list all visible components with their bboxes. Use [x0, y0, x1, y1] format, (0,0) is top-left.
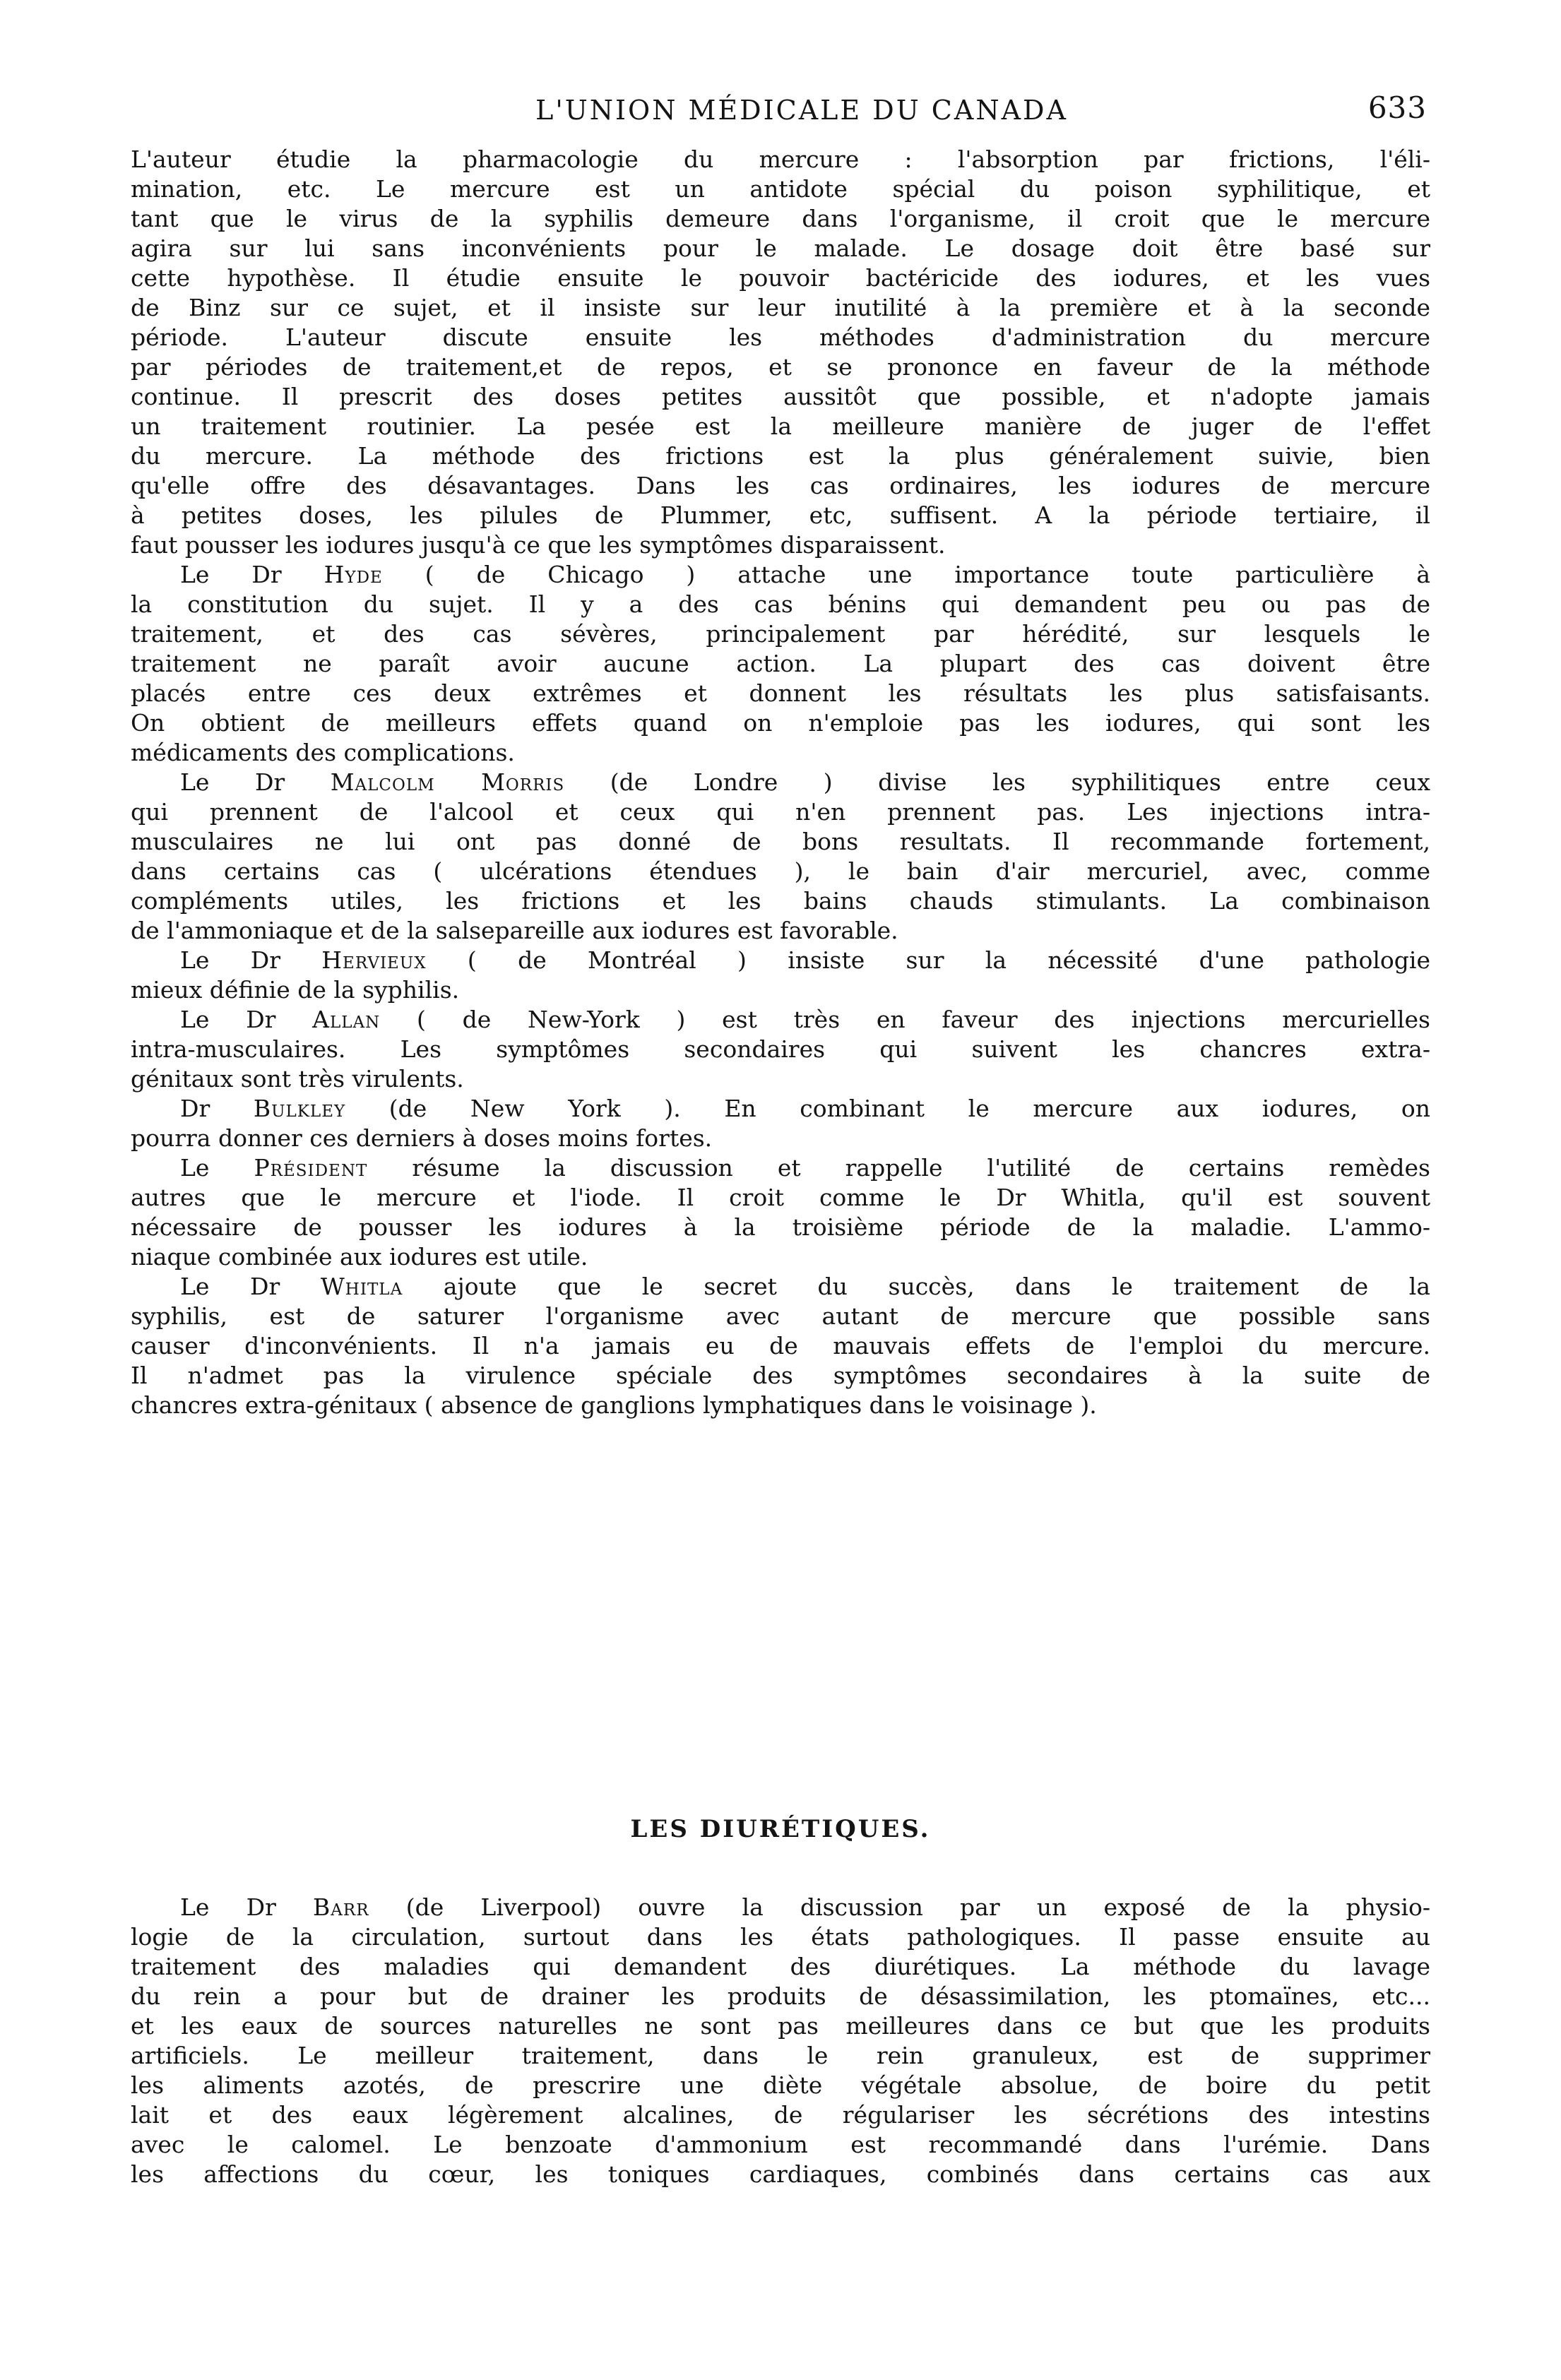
text-line: cette hypothèse. Il étudie ensuite le pouvoir bactéricide des iodures, et les vues — [131, 264, 1430, 292]
text-line: de Binz sur ce sujet, et il insiste sur leur inutilité à la première et à la seconde — [131, 294, 1430, 321]
text-fragment: ( de New-York ) est très en faveur des injections mercurielles — [380, 1006, 1430, 1033]
text-line: compléments utiles, les frictions et les bains chauds stimulants. La combinaison — [131, 887, 1430, 915]
paragraph-first-line — [131, 946, 1430, 975]
text-line: mieux définie de la syphilis. — [131, 976, 460, 1004]
text-line: Il n'admet pas la virulence spéciale des symptômes secondaires à la suite de — [131, 1362, 1430, 1389]
text-fragment: ( de Montréal ) insiste sur la nécessité d'une pathologie — [426, 946, 1430, 974]
text-fragment: Le — [180, 1154, 254, 1182]
text-fragment: (de New York ). En combinant le mercure aux iodures, on — [345, 1095, 1430, 1122]
text-fragment: Le Dr — [180, 768, 331, 796]
text-fragment: ajoute que le secret du succès, dans le traitement de la — [403, 1273, 1430, 1300]
text-fragment: Le Dr — [180, 1006, 313, 1033]
paragraph-first-line — [131, 1893, 1430, 1922]
text-line: mination, etc. Le mercure est un antidote spécial du poison syphilitique, et — [131, 175, 1430, 203]
text-line: On obtient de meilleurs effets quand on n'emploie pas les iodures, qui sont les — [131, 709, 1430, 737]
text-line: qui prennent de l'alcool et ceux qui n'en prennent pas. Les injections intra- — [131, 798, 1430, 826]
text-line: artificiels. Le meilleur traitement, dans le rein granuleux, est de supprimer — [131, 2042, 1430, 2069]
paragraph-first-line — [131, 1272, 1430, 1302]
text-line: dans certains cas ( ulcérations étendues ), le bain d'air mercuriel, avec, comme — [131, 857, 1430, 885]
text-line: continue. Il prescrit des doses petites aussitôt que possible, et n'adopte jamais — [131, 383, 1430, 410]
text-line: et les eaux de sources naturelles ne sont pas meilleures dans ce but que les produits — [131, 2012, 1430, 2040]
text-line: traitement ne paraît avoir aucune action. La plupart des cas doivent être — [131, 650, 1430, 677]
text-line: par périodes de traitement,et de repos, et se prononce en faveur de la méthode — [131, 353, 1430, 381]
text-line: logie de la circulation, surtout dans les états pathologiques. Il passe ensuite au — [131, 1923, 1430, 1951]
paragraph-president — [131, 1153, 1430, 1272]
text-fragment: Le Dr — [180, 561, 324, 588]
text-line: lait et des eaux légèrement alcalines, de régulariser les sécrétions des intestins — [131, 2101, 1430, 2129]
paragraph-first-line — [131, 768, 1430, 797]
text-fragment: Le Dr — [180, 946, 322, 974]
paragraph-bulkley — [131, 1094, 1430, 1153]
body-text — [131, 145, 1430, 1420]
section-heading: LES DIURÉTIQUES. — [630, 1815, 931, 1843]
paragraph-barr — [131, 1893, 1430, 2189]
speaker-name: Président — [254, 1154, 368, 1182]
text-fragment: Le Dr — [180, 1893, 314, 1921]
running-title: L'UNION MÉDICALE DU CANADA — [535, 95, 1068, 126]
text-line: de l'ammoniaque et de la salsepareille aux iodures est favorable. — [131, 917, 898, 944]
text-line: du rein a pour but de drainer les produits de désassimilation, les ptomaïnes, etc... — [131, 1982, 1430, 2010]
text-line: médicaments des complications. — [131, 739, 515, 766]
body-text-diuretiques — [131, 1893, 1430, 2189]
text-line: faut pousser les iodures jusqu'à ce que les symptômes disparaissent. — [131, 531, 946, 559]
text-line: intra-musculaires. Les symptômes secondaires qui suivent les chancres extra- — [131, 1035, 1430, 1063]
paragraph-first-line — [131, 1153, 1430, 1183]
text-line: à petites doses, les pilules de Plummer, etc, suffisent. A la période tertiaire, il — [131, 501, 1430, 529]
text-line: nécessaire de pousser les iodures à la troisième période de la maladie. L'ammo- — [131, 1213, 1430, 1241]
speaker-name: Hervieux — [321, 946, 427, 974]
speaker-name: Whitla — [320, 1273, 403, 1300]
text-line: traitement, et des cas sévères, principalement par hérédité, sur lesquels le — [131, 620, 1430, 648]
text-line: qu'elle offre des désavantages. Dans les cas ordinaires, les iodures de mercure — [131, 472, 1430, 499]
paragraph-whitla — [131, 1272, 1430, 1420]
text-fragment: ( de Chicago ) attache une importance toute particulière à — [382, 561, 1430, 588]
text-line: musculaires ne lui ont pas donné de bons resultats. Il recommande fortement, — [131, 828, 1430, 855]
text-fragment: (de Londre ) divise les syphilitiques entre ceux — [564, 768, 1430, 796]
text-fragment: résume la discussion et rappelle l'utilité de certains remèdes — [367, 1154, 1430, 1182]
text-line: la constitution du sujet. Il y a des cas bénins qui demandent peu ou pas de — [131, 590, 1430, 618]
text-line: les aliments azotés, de prescrire une diète végétale absolue, de boire du petit — [131, 2071, 1430, 2099]
speaker-name: Hyde — [324, 561, 383, 588]
text-line: autres que le mercure et l'iode. Il croit comme le Dr Whitla, qu'il est souvent — [131, 1184, 1430, 1211]
text-line: placés entre ces deux extrêmes et donnent les résultats les plus satisfaisants. — [131, 679, 1430, 707]
text-line: du mercure. La méthode des frictions est la plus généralement suivie, bien — [131, 442, 1430, 470]
running-head — [177, 90, 1427, 133]
paragraph-first-line — [131, 1005, 1430, 1035]
text-line: causer d'inconvénients. Il n'a jamais eu de mauvais effets de l'emploi du mercure. — [131, 1332, 1430, 1359]
text-fragment: (de Liverpool) ouvre la discussion par un exposé de la physio- — [369, 1893, 1430, 1921]
page-number: 633 — [1367, 90, 1427, 125]
paragraph-first-line — [131, 1094, 1430, 1124]
text-line: syphilis, est de saturer l'organisme avec autant de mercure que possible sans — [131, 1302, 1430, 1330]
text-line: L'auteur étudie la pharmacologie du mercure : l'absorption par frictions, l'éli- — [131, 145, 1430, 173]
text-line: tant que le virus de la syphilis demeure dans l'organisme, il croit que le mercure — [131, 205, 1430, 232]
paragraph-hervieux — [131, 946, 1430, 1005]
text-line: génitaux sont très virulents. — [131, 1065, 464, 1093]
speaker-name: Allan — [312, 1006, 381, 1033]
text-line: pourra donner ces derniers à doses moins fortes. — [131, 1124, 713, 1152]
text-fragment: Dr — [180, 1095, 254, 1122]
speaker-name: Barr — [313, 1893, 369, 1921]
paragraph-first-line — [131, 560, 1430, 590]
text-line: agira sur lui sans inconvénients pour le malade. Le dosage doit être basé sur — [131, 234, 1430, 262]
text-line: chancres extra-génitaux ( absence de ganglions lymphatiques dans le voisinage ). — [131, 1391, 1097, 1419]
text-fragment: Le Dr — [180, 1273, 321, 1300]
speaker-name: Malcolm Morris — [330, 768, 565, 796]
paragraph-morris — [131, 768, 1430, 946]
text-line: avec le calomel. Le benzoate d'ammonium est recommandé dans l'urémie. Dans — [131, 2131, 1430, 2158]
text-line: niaque combinée aux iodures est utile. — [131, 1243, 588, 1271]
text-line: période. L'auteur discute ensuite les méthodes d'administration du mercure — [131, 323, 1430, 351]
paragraph-hyde — [131, 560, 1430, 768]
text-line: un traitement routinier. La pesée est la meilleure manière de juger de l'effet — [131, 412, 1430, 440]
paragraph-pharmacologie — [131, 145, 1430, 560]
paragraph-allan — [131, 1005, 1430, 1094]
text-line: traitement des maladies qui demandent des diurétiques. La méthode du lavage — [131, 1953, 1430, 1980]
speaker-name: Bulkley — [253, 1095, 346, 1122]
text-line: les affections du cœur, les toniques cardiaques, combinés dans certains cas aux — [131, 2160, 1430, 2188]
